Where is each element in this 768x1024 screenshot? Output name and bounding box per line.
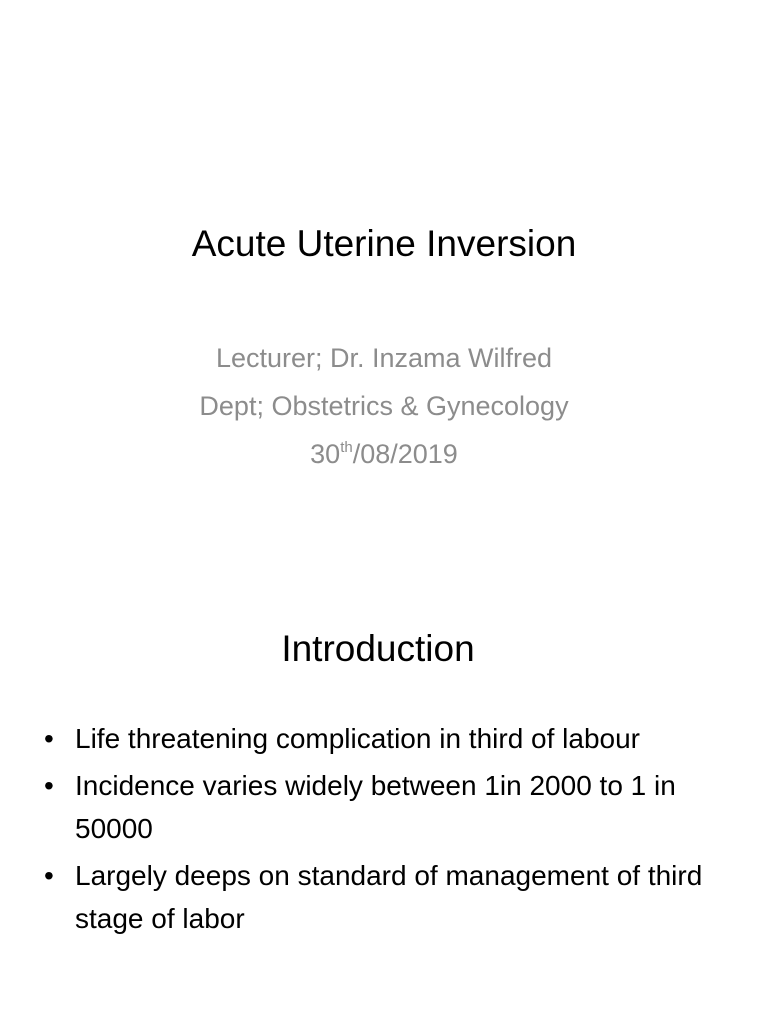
slide-title: Introduction <box>281 628 475 669</box>
bullet-icon: • <box>44 723 54 754</box>
date-day: 30 <box>310 439 341 469</box>
bullet-icon: • <box>44 860 54 891</box>
bullet-text: Largely deeps on standard of management of third stage of labor <box>75 860 703 934</box>
date-ordinal-suffix: th <box>340 439 353 456</box>
slide-subtitle <box>0 334 768 478</box>
department-line: Dept; Obstetrics & Gynecology <box>199 391 569 421</box>
lecturer-line: Lecturer; Dr. Inzama Wilfred <box>215 343 553 373</box>
introduction-slide <box>0 512 768 1024</box>
bullet-text: Life threatening complication in third of labour <box>75 723 641 754</box>
bullet-text: Incidence varies widely between 1in 2000 to 1 in 50000 <box>75 770 676 844</box>
bullet-item <box>44 717 734 760</box>
bullet-item <box>44 854 734 940</box>
bullet-item <box>44 764 734 850</box>
bullet-icon: • <box>44 770 54 801</box>
slide-title: Acute Uterine Inversion <box>191 223 577 264</box>
bullet-list <box>44 717 734 944</box>
date-month-year: /08/2019 <box>352 439 458 469</box>
date-line <box>0 430 768 478</box>
